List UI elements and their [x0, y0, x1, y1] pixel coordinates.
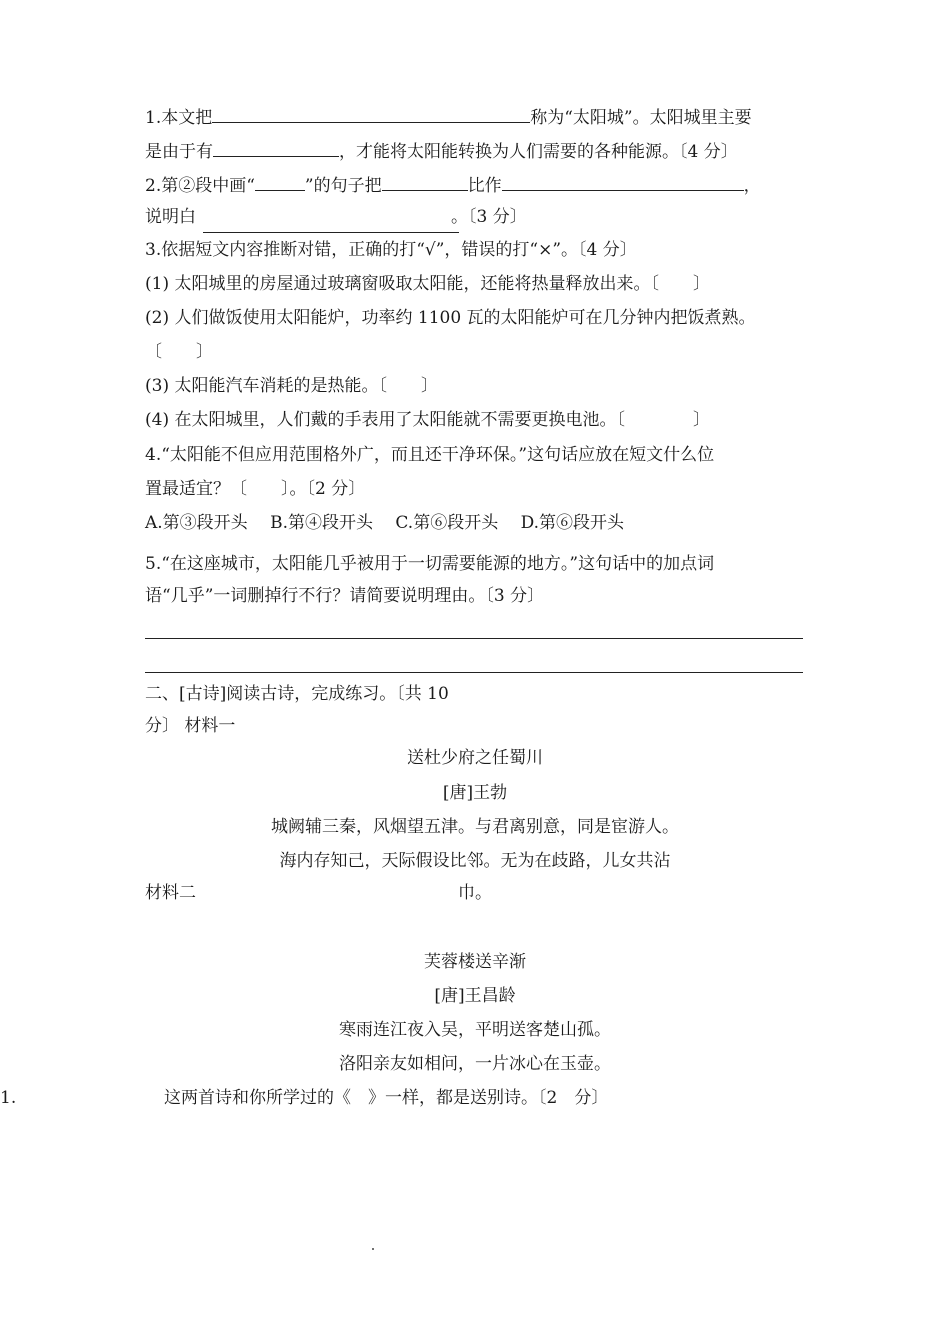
section2-heading-cont: 分〕 材料一: [145, 716, 236, 736]
poem1-line1: 城阙辅三秦，风烟望五津。与君离别意，同是宦游人。: [271, 817, 679, 837]
q1-text-d: ，才能将太阳能转换为人们需要的各种能源。〔4 分〕: [339, 142, 738, 162]
q4-options: A.第③段开头 B.第④段开头 C.第⑥段开头 D.第⑥段开头: [145, 513, 625, 533]
page-dot: [372, 1248, 374, 1250]
poem2-author: [唐]王昌龄: [434, 986, 516, 1006]
q2-text-f: 。〔3 分〕: [451, 207, 527, 227]
poem2-line2: 洛阳亲友如相问，一片冰心在玉壶。: [339, 1054, 611, 1074]
q2-text-d: ，: [743, 176, 761, 196]
q2-blank-1[interactable]: [255, 172, 305, 191]
q5-answer-line-1[interactable]: [145, 638, 803, 639]
q3-stem: 3.依据短文内容推断对错，正确的打“√”，错误的打“×”。〔4 分〕: [145, 240, 637, 260]
q2-blank-3[interactable]: [502, 172, 744, 191]
q1-text-a: 1.本文把: [145, 108, 213, 128]
q-last-text: 这两首诗和你所学过的《 》一样，都是送别诗。〔2 分〕: [164, 1088, 609, 1108]
q2-text-a: 2.第②段中画“: [145, 176, 255, 196]
section2-heading: 二、[古诗]阅读古诗，完成练习。〔共 10: [145, 684, 449, 704]
q3-item-4: (4) 在太阳城里，人们戴的手表用了太阳能就不需要更换电池。〔 〕: [145, 410, 710, 430]
q5-answer-line-2[interactable]: [145, 672, 803, 673]
q1-text-c: 是由于有: [145, 142, 213, 162]
q2-text-c: 比作: [467, 176, 502, 196]
poem1-line3: 巾。: [458, 883, 492, 903]
poem1-line2: 海内存知己，天际假设比邻。无为在歧路，儿女共沾: [279, 851, 671, 871]
q2-blank-4[interactable]: [196, 204, 451, 222]
poem2-line1: 寒雨连江夜入吴，平明送客楚山孤。: [339, 1020, 611, 1040]
q2-line1: [145, 172, 761, 198]
poem1-title: 送杜少府之任蜀川: [407, 748, 543, 768]
q2-text-b: ”的句子把: [304, 176, 382, 196]
q5-line2: 语“几乎”一词删掉行不行？请简要说明理由。〔3 分〕: [145, 586, 545, 606]
q4-line2: 置最适宜？〔 〕。〔2 分〕: [145, 479, 366, 499]
poem2-title: 芙蓉楼送辛渐: [424, 952, 526, 972]
q1-blank-2[interactable]: [213, 138, 339, 157]
q1-line2: [145, 138, 738, 164]
q1-blank-1[interactable]: [212, 104, 530, 123]
q2-blank-4-underline: [203, 232, 459, 233]
q4-line1: 4.“太阳能不但应用范围格外广，而且还干净环保。”这句话应放在短文什么位: [145, 445, 715, 465]
q3-item-1: (1) 太阳城里的房屋通过玻璃窗吸取太阳能，还能将热量释放出来。〔 〕: [145, 274, 710, 294]
q2-blank-2[interactable]: [382, 172, 468, 191]
poem1-author: [唐]王勃: [442, 783, 508, 803]
q-last-number: 1.: [0, 1088, 17, 1108]
q3-item-2: (2) 人们做饭使用太阳能炉，功率约 1100 瓦的太阳能炉可在几分钟内把饭煮熟。: [145, 308, 756, 328]
q1-line1: [145, 104, 752, 130]
q2-text-e: 说明白: [145, 207, 196, 227]
q3-item-2-bracket: 〔 〕: [145, 342, 213, 362]
q1-text-b: 称为“太阳城”。太阳城里主要: [530, 108, 752, 128]
q3-item-3: (3) 太阳能汽车消耗的是热能。〔 〕: [145, 376, 438, 396]
material2-label: 材料二: [145, 883, 196, 903]
q5-line1: 5.“在这座城市，太阳能几乎被用于一切需要能源的地方。”这句话中的加点词: [145, 554, 715, 574]
q2-line2: [145, 204, 527, 229]
